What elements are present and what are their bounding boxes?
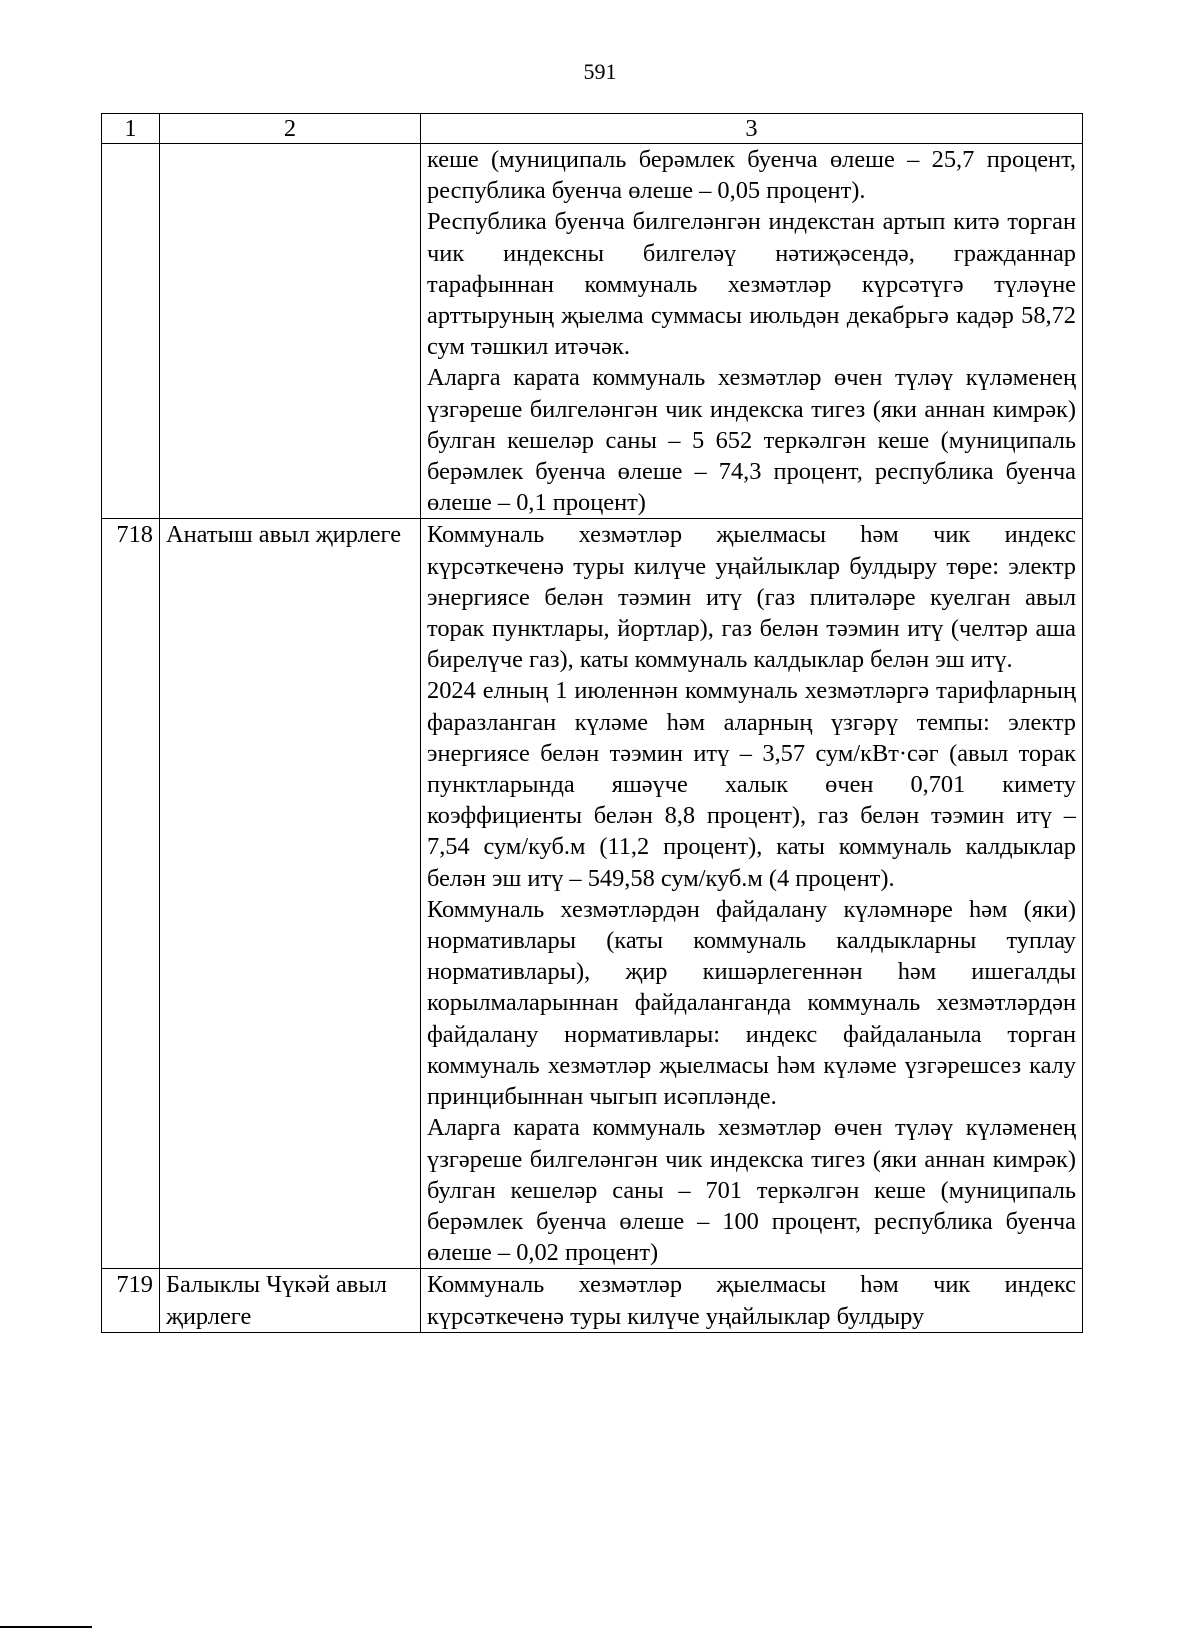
settlement-name: Балыклы Чүкәй авыл җирлеге — [160, 1269, 421, 1332]
row-content — [421, 519, 1083, 1269]
row-number: 719 — [102, 1269, 160, 1332]
footer-divider — [0, 1626, 92, 1628]
content-paragraph: Аларга карата коммуналь хезмәтләр өчен түләү күләменең үзгәреше билгеләнгән чик индекска тигез (яки аннан кимрәк) булган кешеләр саны – 5 652 теркәлгән кеше (муниципаль берәмлек буенча өлеше – 74,3 процент, республика буенча өлеше – 0,1 процент) — [427, 364, 1076, 517]
table-header-row — [102, 114, 1083, 144]
content-paragraph: Коммуналь хезмәтләр җыелмасы һәм чик индекс күрсәткеченә туры килүче уңайлыклар булдыру төре: электр энергиясе белән тәэмин итү (газ плитәләре куелган авыл торак пунктлары, йортлар), газ белән тәэмин итү (челтәр аша бирелүче газ), каты коммуналь калдыклар белән эш итү. — [427, 521, 1076, 674]
row-content — [421, 144, 1083, 519]
page-number: 591 — [583, 59, 617, 84]
settlement-name: Анатыш авыл җирлеге — [160, 519, 421, 1269]
content-paragraph: Аларга карата коммуналь хезмәтләр өчен түләү күләменең үзгәреше билгеләнгән чик индекска тигез (яки аннан кимрәк) булган кешеләр саны – 701 теркәлгән кеше (муниципаль берәмлек буенча өлеше – 100 процент, республика буенча өлеше – 0,02 процент) — [427, 1114, 1076, 1267]
table-row — [102, 1269, 1083, 1332]
table-row — [102, 519, 1083, 1269]
content-paragraph: 2024 елның 1 июленнән коммуналь хезмәтләргә тарифларның фаразланган күләме һәм аларның үзгәрү темпы: электр энергиясе белән тәэмин итү – 3,57 сум/кВт·сәг (авыл торак пунктларында яшәүче халык өчен 0,701 кимету коэффициенты белән 8,8 процент), газ белән тәэмин итү – 7,54 сум/куб.м (11,2 процент), каты коммуналь калдыклар белән эш итү – 549,58 сум/куб.м (4 процент). — [427, 677, 1076, 892]
settlement-name — [160, 144, 421, 519]
content-paragraph: Коммуналь хезмәтләр җыелмасы һәм чик индекс күрсәткеченә туры килүче уңайлыклар булдыру — [427, 1271, 1076, 1330]
row-content — [421, 1269, 1083, 1332]
row-number: 718 — [102, 519, 160, 1269]
column-header-3: 3 — [421, 114, 1083, 144]
column-header-2: 2 — [160, 114, 421, 144]
document-table — [101, 113, 1083, 1333]
row-number — [102, 144, 160, 519]
content-paragraph: Республика буенча билгеләнгән индекстан артып китә торган чик индексны билгеләү нәтиҗәсендә, гражданнар тарафыннан коммуналь хезмәтләр күрсәтүгә түләүне арттыруның җыелма суммасы июльдән декабрьгә кадәр 58,72 сум тәшкил итәчәк. — [427, 208, 1076, 361]
content-paragraph: кеше (муниципаль берәмлек буенча өлеше – 25,7 процент, республика буенча өлеше – 0,05 процент). — [427, 146, 1076, 205]
table-row — [102, 144, 1083, 519]
content-paragraph: Коммуналь хезмәтләрдән файдалану күләмнәре һәм (яки) нормативлары (каты коммуналь калдыкларны туплау нормативлары), җир кишәрлегеннән һәм ишегалды корылмаларыннан файдаланганда коммуналь хезмәтләрдән файдалану нормативлары: индекс файдаланыла торган коммуналь хезмәтләр җыелмасы һәм күләме үзгәрешсез калу принцибыннан чыгып исәпләнде. — [427, 895, 1076, 1111]
column-header-1: 1 — [102, 114, 160, 144]
